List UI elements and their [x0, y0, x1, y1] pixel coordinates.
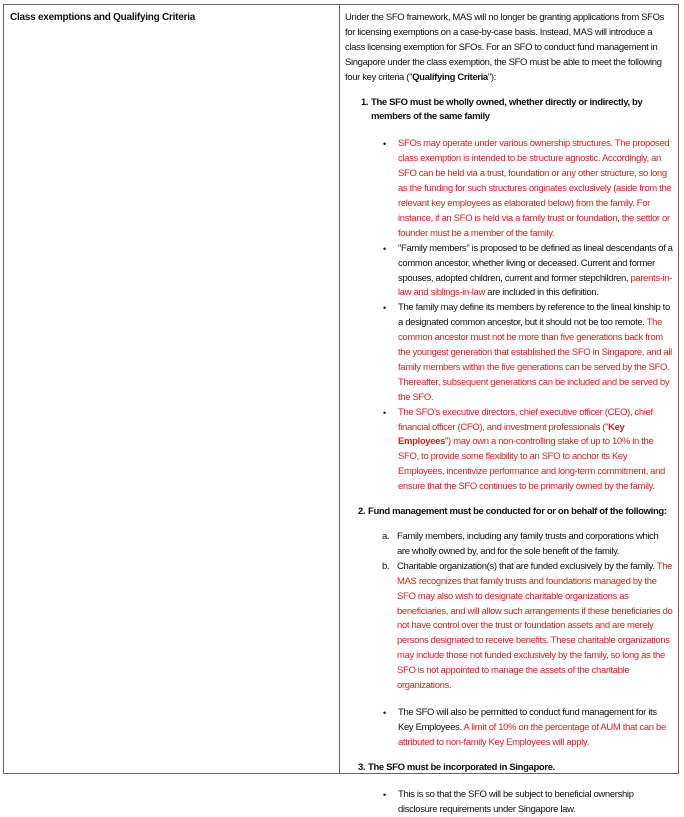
criteria-table	[3, 4, 679, 815]
list-item: • This is so that the SFO will be subject to beneficial ownership disclosure requirements under Singapore law.	[383, 788, 673, 817]
list-item: • The family may define its members by reference to the lineal kinship to a designated common ancestor, but it should not be too remote. The common ancestor must not be more than five generations back from the youngest generation that established the SFO in Singapore, and all family members within the five generations can be served by the SFO. Thereafter, subsequent generations can be included and be served by the SFO.	[383, 301, 673, 405]
criterion-1-bullets	[345, 137, 673, 495]
list-item: • "Family members" is proposed to be defined as lineal descendants of a common ancestor, whether living or deceased. Current and former spouses, adopted children, current and former stepchildren, parents-in-law and siblings-in-law are included in this definition.	[383, 242, 673, 302]
list-item: • SFOs may operate under various ownership structures. The proposed class exemption is intended to be structure agnostic. Accordingly, an SFO can be held via a trust, foundation or any other structure, so long as the funding for such structures originates exclusively (aside from the relevant key employees as elaborated below) from the family. For instance, if an SFO is held via a family trust or foundation, the settlor or founder must be a member of the family.	[383, 137, 673, 241]
table-left-cell	[4, 5, 340, 773]
criterion-2-heading: 2. Fund management must be conducted for or on behalf of the following:	[358, 506, 667, 518]
list-item: • The SFO's executive directors, chief executive officer (CEO), chief financial officer (CFO), and investment professionals ("Key Employees") may own a non-controlling stake of up to 10% in the SFO, to provide some flexibility to an SFO to anchor its Key Employees, incentivize performance and long-term commitment, and ensure that the SFO continues to be primarily owned by the family.	[383, 406, 673, 495]
criterion-2-bullets	[345, 706, 673, 751]
list-item: b. Charitable organization(s) that are funded exclusively by the family. The MAS recognizes that family trusts and foundations managed by the SFO may also wish to designate charitable organizations as beneficiaries, and will allow such arrangements if these beneficiaries do not have control over the trust or foundation assets and are merely persons designated to receive benefits. These charitable organizations may include those not funded exclusively by the family, so long as the SFO is not appointed to manage the assets of the charitable organizations.	[382, 560, 673, 692]
key-employees-term: Key Employees	[398, 421, 625, 448]
row-label: Class exemptions and Qualifying Criteria	[10, 12, 196, 23]
table-right-cell	[340, 5, 678, 815]
criterion-3-bullets	[345, 788, 673, 817]
qualifying-criteria-term: Qualifying Criteria	[412, 71, 488, 83]
intro-paragraph: Under the SFO framework, MAS will no longer be granting applications from SFOs for licensing exemptions on a case-by-case basis. Instead, MAS will introduce a class licensing exemption for SFOs. For an SFO to conduct fund management in Singapore under the class exemption, the SFO must be able to meet the following four key criteria ("Qualifying Criteria"):	[345, 12, 665, 83]
list-item: a. Family members, including any family trusts and corporations which are wholly owned by, and for the sole benefit of the family.	[382, 531, 659, 557]
list-item: • The SFO will also be permitted to conduct fund management for its Key Employees. A limit of 10% on the percentage of AUM that can be attributed to non-family Key Employees will apply.	[383, 706, 673, 751]
criterion-2-alpha-list	[345, 530, 673, 694]
criterion-1-heading: 1. The SFO must be wholly owned, whether directly or indirectly, by members of the same family	[361, 96, 643, 123]
criterion-3-heading: 3. The SFO must be incorporated in Singapore.	[358, 761, 555, 773]
